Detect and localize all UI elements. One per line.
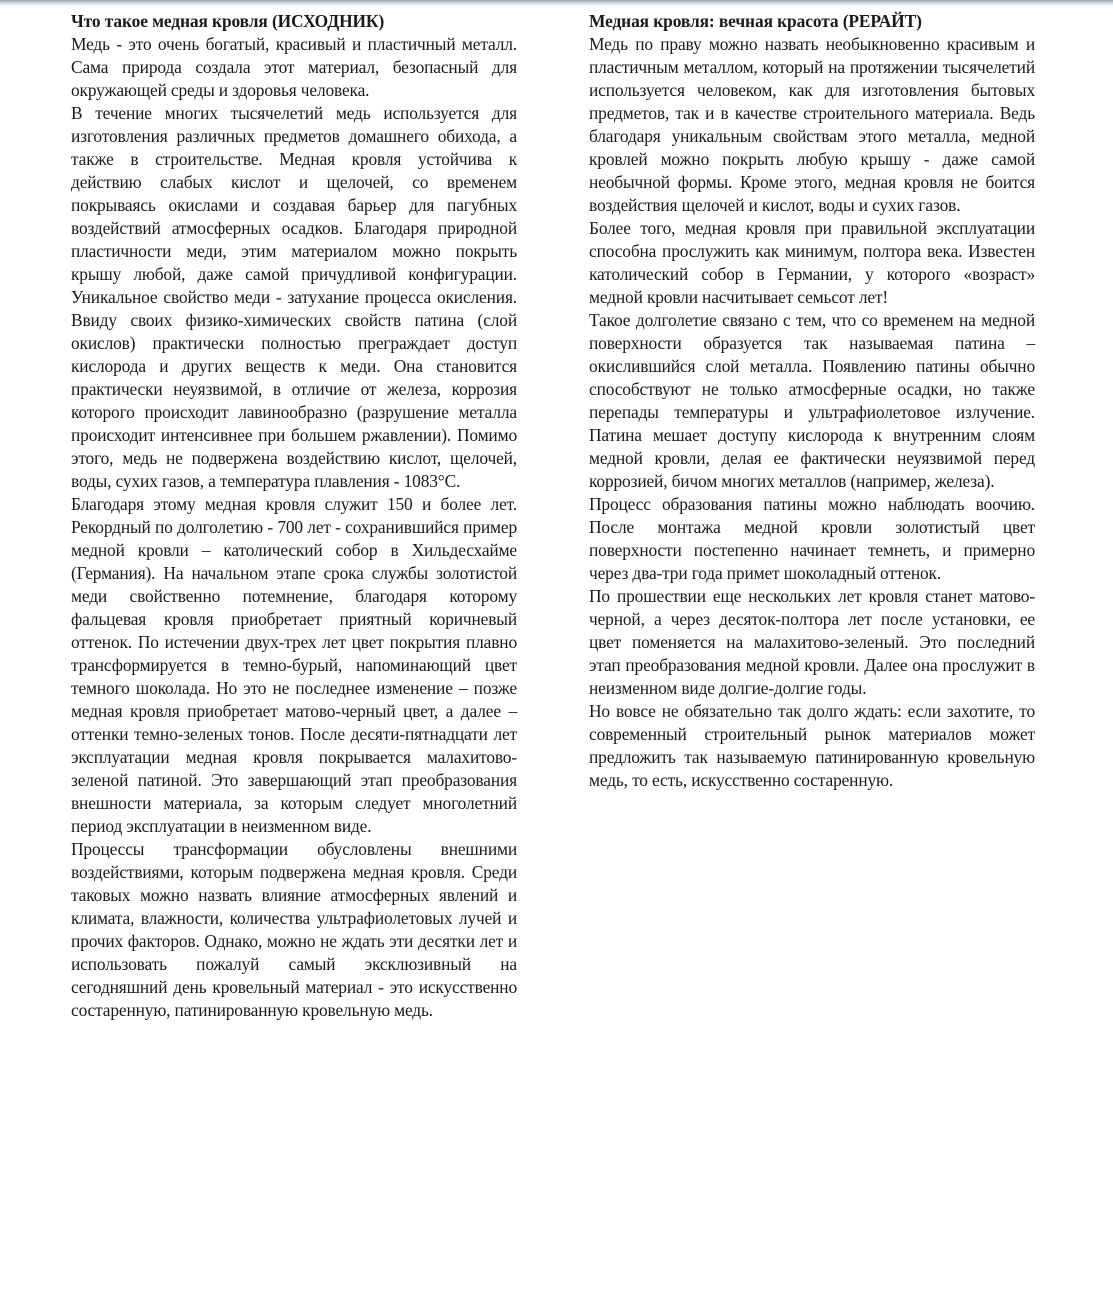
rewrite-paragraph-5: По прошествии еще нескольких лет кровля станет матово-черной, а через десяток-полтора лет после установки, ее цвет поменяется на малахитово-зеленый. Это последний этап преобразования медной кровли. Далее она прослужит в неизменном виде долгие-долгие годы. — [589, 586, 1035, 698]
rewrite-paragraph-2: Более того, медная кровля при правильной эксплуатации способна прослужить как минимум, полтора века. Известен католический собор в Германии, у которого «возраст» медной кровли насчитывает семьсот лет! — [589, 218, 1035, 307]
rewrite-text-column — [589, 10, 1035, 792]
rewrite-title: Медная кровля: вечная красота (РЕРАЙТ) — [589, 11, 922, 31]
original-paragraph-3: Благодаря этому медная кровля служит 150 и более лет. Рекордный по долголетию - 700 лет - сохранившийся пример медной кровли – католический собор в Хильдесхайме (Германия). На начальном этапе срока службы золотистой меди свойственно потемнение, благодаря которому фальцевая кровля приобретает приятный коричневый оттенок. По истечении двух-трех лет цвет покрытия плавно трансформируется в темно-бурый, напоминающий цвет темного шоколада. Но это не последнее изменение – позже медная кровля приобретает матово-черный цвет, а далее – оттенки темно-зеленых тонов. После десяти-пятнадцати лет эксплуатации медная кровля покрывается малахитово-зеленой патиной. Это завершающий этап преобразования внешности материала, за которым следует многолетний период эксплуатации в неизменном виде. — [71, 494, 517, 836]
rewrite-paragraph-1: Медь по праву можно назвать необыкновенно красивым и пластичным металлом, который на протяжении тысячелетий используется человеком, как для изготовления бытовых предметов, так и в качестве строительного материала. Ведь благодаря уникальным свойствам этого металла, медной кровлей можно покрыть любую крышу - даже самой необычной формы. Кроме этого, медная кровля не боится воздействия щелочей и кислот, воды и сухих газов. — [589, 34, 1035, 215]
original-title: Что такое медная кровля (ИСХОДНИК) — [71, 11, 385, 31]
rewrite-paragraph-6: Но вовсе не обязательно так долго ждать: если захотите, то современный строительный рынок материалов может предложить так называемую патинированную кровельную медь, то есть, искусственно состаренную. — [589, 701, 1035, 790]
original-text-column — [71, 10, 517, 1022]
rewrite-paragraph-4: Процесс образования патины можно наблюдать воочию. После монтажа медной кровли золотистый цвет поверхности постепенно начинает темнеть, и примерно через два-три года примет шоколадный оттенок. — [589, 494, 1035, 583]
original-paragraph-1: Медь - это очень богатый, красивый и пластичный металл. Сама природа создала этот материал, безопасный для окружающей среды и здоровья человека. — [71, 34, 517, 100]
rewrite-paragraph-3: Такое долголетие связано с тем, что со временем на медной поверхности образуется так называемая патина – окислившийся слой металла. Появлению патины обычно способствуют не только атмосферные осадки, но также перепады температуры и ультрафиолетовое излучение. Патина мешает доступу кислорода к внутренним слоям медной кровли, делая ее фактически неуязвимой перед коррозией, бичом многих металлов (например, железа). — [589, 310, 1035, 491]
window-top-border — [0, 0, 1113, 6]
original-paragraph-4: Процессы трансформации обусловлены внешними воздействиями, которым подвержена медная кровля. Среди таковых можно назвать влияние атмосферных явлений и климата, влажности, количества ультрафиолетовых лучей и прочих факторов. Однако, можно не ждать эти десятки лет и использовать пожалуй самый эксклюзивный на сегодняшний день кровельный материал - это искусственно состаренную, патинированную кровельную медь. — [71, 839, 517, 1020]
original-paragraph-2: В течение многих тысячелетий медь используется для изготовления различных предметов домашнего обихода, а также в строительстве. Медная кровля устойчива к действию слабых кислот и щелочей, со временем покрываясь окислами и создавая барьер для пагубных воздействий атмосферных осадков. Благодаря природной пластичности меди, этим материалом можно покрыть крышу любой, даже самой причудливой конфигурации. Уникальное свойство меди - затухание процесса окисления. Ввиду своих физико-химических свойств патина (слой окислов) практически полностью преграждает доступ кислорода и других веществ к меди. Она становится практически неуязвимой, в отличие от железа, коррозия которого происходит лавинообразно (разрушение металла происходит интенсивнее при большем ржавлении). Помимо этого, медь не подвержена воздействию кислот, щелочей, воды, сухих газов, а температура плавления - 1083°С. — [71, 103, 517, 491]
